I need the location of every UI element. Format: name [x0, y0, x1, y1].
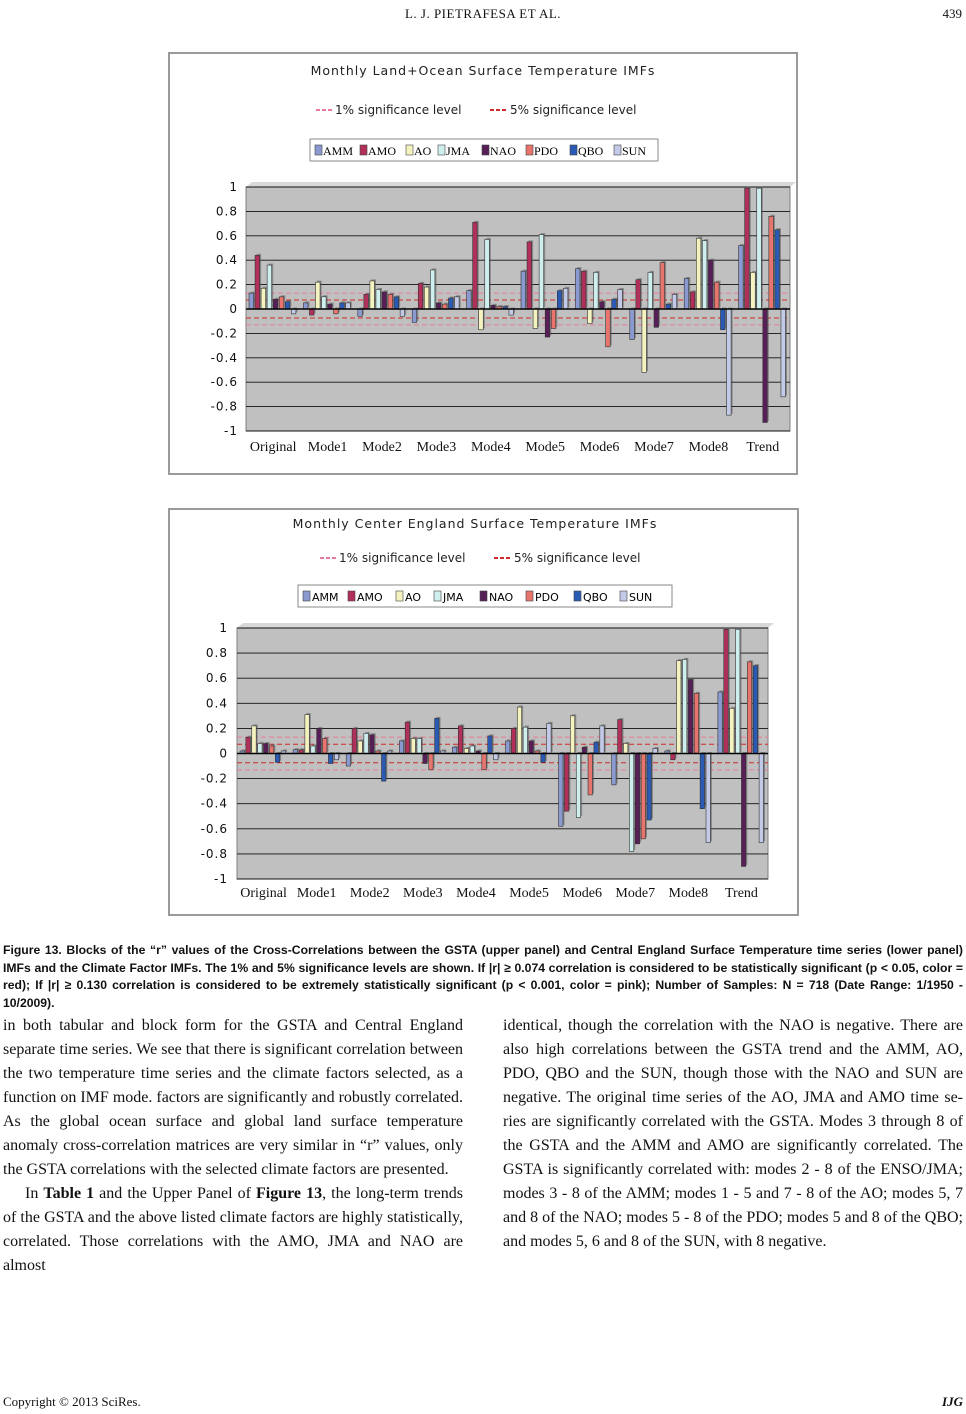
y-tick-label: 1 [219, 621, 228, 635]
bar-jma [364, 733, 368, 753]
bar-sun [759, 754, 763, 843]
bar-amo [618, 720, 622, 754]
x-tick-label: Mode3 [403, 886, 443, 901]
legend-label: AMM [323, 144, 354, 158]
bar-jma [629, 754, 633, 852]
legend-label: JMA [446, 144, 471, 158]
y-tick-label: 1 [229, 180, 238, 194]
legend-swatch [614, 145, 621, 155]
bar-amm [575, 269, 580, 309]
chart-lower [170, 510, 797, 914]
bar-sun [509, 309, 514, 315]
bar-amm [521, 271, 526, 309]
bar-amo [309, 309, 314, 315]
bar-nao [382, 292, 387, 309]
plot-area [211, 180, 796, 455]
x-tick-label: Mode4 [470, 440, 511, 455]
plot-area [201, 621, 774, 901]
legend-swatch [434, 591, 441, 601]
bar-jma [376, 289, 381, 309]
bar-ao [424, 287, 429, 309]
bar-nao [741, 754, 745, 867]
bar-jma [267, 265, 272, 309]
significance-legend [320, 551, 640, 565]
y-tick-label: -0.6 [200, 821, 228, 836]
body-column-left [3, 1014, 463, 1278]
bar-ao [588, 309, 593, 324]
x-tick-label: Mode6 [562, 886, 602, 901]
legend-label: AMO [357, 591, 383, 604]
y-tick-label: 0.8 [215, 204, 238, 219]
y-tick-label: 0 [229, 302, 238, 316]
bar-amo [405, 722, 409, 753]
bar-ao [305, 715, 309, 754]
bar-amm [684, 279, 689, 310]
bar-jma [322, 297, 327, 309]
y-tick-label: 0.2 [205, 721, 228, 736]
bar-nao [582, 747, 586, 753]
y-tick-label: 0.6 [205, 671, 228, 686]
x-tick-label: Mode5 [509, 886, 549, 901]
bar-sun [494, 754, 498, 760]
x-tick-label: Mode2 [362, 440, 402, 455]
bar-nao [317, 728, 321, 753]
sig-1pct-label: 1% significance level [335, 103, 462, 117]
legend-label: PDO [534, 144, 559, 158]
bar-amm [412, 309, 417, 322]
bar-pdo [429, 754, 433, 770]
bar-pdo [388, 294, 393, 309]
sig-5pct-label: 5% significance level [510, 103, 637, 117]
bar-qbo [275, 754, 279, 763]
bar-qbo [285, 302, 290, 309]
bar-jma [736, 629, 740, 753]
sig-1pct-label: 1% significance level [339, 551, 466, 565]
bar-jma [757, 188, 762, 309]
bar-jma [311, 746, 315, 754]
chart-title: Monthly Land+Ocean Surface Temperature IMFs [310, 63, 656, 78]
bar-nao [273, 299, 278, 309]
bar-amm [452, 747, 456, 753]
bar-jma [648, 272, 653, 309]
journal-name: IJG [942, 1394, 963, 1409]
legend-label: JMA [443, 591, 464, 604]
x-tick-label: Mode7 [634, 440, 674, 455]
bar-ao [517, 707, 521, 753]
chart-title: Monthly Center England Surface Temperature IMFs [292, 516, 658, 531]
bar-amo [690, 292, 695, 309]
x-tick-label: Original [240, 886, 287, 901]
plot-back-top [237, 623, 774, 628]
bar-nao [708, 260, 713, 309]
legend-label: AO [405, 591, 421, 604]
bar-ao [252, 726, 256, 754]
bar-nao [264, 743, 268, 753]
bar-jma [682, 659, 686, 753]
legend-label: QBO [578, 144, 604, 158]
bar-qbo [557, 291, 562, 309]
bar-pdo [660, 263, 665, 309]
series-legend [298, 585, 672, 607]
bar-nao [654, 309, 659, 327]
legend-swatch [482, 145, 489, 155]
bar-qbo [647, 754, 651, 821]
y-tick-label: 0.8 [205, 646, 228, 661]
legend-label: AMM [312, 591, 339, 604]
text-run: , the long-term trends of the GSTA and the above listed climate factors are highly statistically, correlated. Those correlations with the AMO, JMA and NAO are almost [3, 1185, 464, 1274]
bar-pdo [588, 754, 592, 795]
figure-reference[interactable]: Figure 13 [255, 1185, 323, 1202]
bar-amm [249, 293, 254, 309]
bar-jma [430, 270, 435, 309]
legend-swatch [526, 591, 533, 601]
x-tick-label: Mode2 [349, 886, 390, 901]
bar-ao [642, 309, 647, 372]
x-tick-label: Mode3 [416, 440, 457, 455]
bar-nao [688, 679, 692, 753]
bar-ao [370, 281, 375, 309]
bar-amm [718, 692, 722, 753]
legend-swatch [360, 145, 367, 155]
legend-label: QBO [583, 591, 608, 604]
x-tick-label: Trend [746, 440, 780, 455]
bar-ao [261, 288, 266, 309]
bar-nao [763, 309, 768, 422]
y-tick-label: -0.2 [210, 326, 238, 341]
bar-amo [511, 728, 515, 753]
bar-sun [672, 294, 677, 309]
text-run: and the Upper Panel of [94, 1185, 256, 1202]
x-tick-label: Mode1 [296, 886, 337, 901]
bar-ao [696, 238, 701, 309]
bar-ao [358, 741, 362, 754]
bar-nao [545, 309, 550, 337]
y-tick-label: -0.6 [210, 375, 238, 390]
bar-qbo [328, 754, 332, 764]
bar-amm [346, 754, 350, 767]
legend-label: PDO [535, 591, 559, 604]
bar-pdo [606, 309, 611, 347]
bar-qbo [541, 754, 545, 763]
bar-pdo [714, 282, 719, 309]
y-tick-label: -1 [224, 424, 238, 438]
bar-amo [745, 188, 750, 309]
legend-swatch [620, 591, 627, 601]
bar-amo [724, 629, 728, 753]
x-tick-label: Mode1 [307, 440, 348, 455]
bar-qbo [449, 298, 454, 309]
bar-qbo [700, 754, 704, 809]
bar-sun [334, 754, 338, 760]
y-tick-label: 0.4 [215, 253, 238, 268]
copyright: Copyright © 2013 SciRes. [3, 1394, 141, 1409]
bar-amo [671, 754, 675, 760]
legend-swatch [526, 145, 533, 155]
x-tick-label: Mode8 [688, 440, 729, 455]
bar-sun [547, 723, 551, 753]
y-tick-label: 0 [219, 746, 228, 761]
bar-pdo [482, 754, 486, 770]
bar-jma [594, 272, 599, 309]
chart-upper [170, 54, 796, 473]
legend-swatch [480, 591, 487, 601]
paragraph [3, 1182, 463, 1278]
text-run: In [25, 1185, 44, 1202]
bar-pdo [279, 297, 284, 309]
legend-label: AMO [368, 144, 397, 158]
y-tick-label: 0.4 [205, 696, 228, 711]
paragraph: in both tabular and block form for the GSTA and Central England separate time series. We see that there is significant correlation between the two temperature time series and the climate factors selected, as a function on IMF mode. factors are significantly and robustly correlated. As the global ocean surface and global land surface temperature anomaly cross-correlation matrices are very similar in “r” values, only the GSTA correlations with the selected climate factors are presented. [3, 1017, 463, 1178]
legend-label: SUN [622, 144, 647, 158]
x-tick-label: Mode7 [615, 886, 656, 901]
bar-amo [246, 737, 250, 753]
bar-pdo [323, 738, 327, 753]
y-tick-label: 0.2 [215, 277, 238, 292]
bar-ao [570, 716, 574, 754]
bar-sun [563, 288, 568, 309]
bar-ao [533, 309, 538, 329]
bar-jma [523, 727, 527, 753]
bar-jma [702, 241, 707, 309]
x-tick-label: Mode8 [668, 886, 709, 901]
legend-swatch [348, 591, 355, 601]
page-number: 439 [942, 6, 962, 21]
figure-lower-panel [168, 508, 799, 916]
legend-swatch [396, 591, 403, 601]
legend-label: NAO [490, 144, 516, 158]
bar-amo [458, 726, 462, 754]
bar-ao [677, 661, 681, 754]
bar-ao [730, 708, 734, 753]
bar-qbo [394, 297, 399, 309]
bar-sun [400, 309, 405, 316]
bar-nao [600, 302, 605, 309]
table-reference[interactable]: Table 1 [43, 1185, 95, 1202]
x-tick-label: Original [249, 440, 297, 455]
bar-sun [781, 309, 786, 397]
bar-amo [581, 271, 586, 309]
bar-ao [411, 738, 415, 753]
bar-amm [399, 741, 403, 754]
bar-jma [539, 235, 544, 309]
bar-amm [559, 754, 563, 827]
y-tick-label: 0.6 [215, 228, 238, 243]
bar-ao [623, 743, 627, 753]
bar-sun [346, 303, 351, 309]
page-footer [3, 1394, 963, 1410]
bar-pdo [551, 309, 556, 329]
bar-jma [417, 738, 421, 753]
bar-nao [436, 303, 441, 309]
bar-jma [258, 743, 262, 753]
legend-swatch [406, 145, 413, 155]
figure-caption: Figure 13. Blocks of the “r” values of the Cross-Correlations between the GSTA (upper panel) and Central England Surface Temperature time series (lower panel) IMFs and the Climate Factor IMFs. The 1% and 5% significance levels are shown. If |r| ≥ 0.074 correlation is considered to be statistically significant (p < 0.05, color = red); If |r| ≥ 0.130 correlation is considered to be extremely statistically significant (p < 0.001, color = pink); Number of Samples: N = 718 (Date Range: 1/1950 - 10/2009). [3, 943, 963, 1010]
legend-swatch [570, 145, 577, 155]
y-tick-label: -0.8 [200, 846, 228, 861]
bar-sun [618, 289, 623, 309]
legend-swatch [574, 591, 581, 601]
figure-upper-panel [168, 52, 798, 475]
bar-qbo [382, 754, 386, 782]
legend-label: NAO [489, 591, 514, 604]
bar-amm [358, 309, 363, 316]
plot-back-top [246, 182, 796, 187]
bar-pdo [694, 693, 698, 753]
legend-swatch [303, 591, 310, 601]
y-tick-label: -0.2 [200, 771, 228, 786]
bar-amo [636, 280, 641, 309]
bar-pdo [269, 746, 273, 754]
paragraph: identical, though the correlation with the NAO is negative. There are also high correlations between the GSTA trend and the AMM, AO, PDO, QBO and the SUN, though those with the NAO and SUN are negative. The original time series of the AO, JMA and AMO time series are significantly correlated with the GSTA. Modes 3 through 8 of the GSTA and the AMM and AMO are significantly correlated. The GSTA is significantly correlated with: modes 2 - 8 of the ENSO/JMA; modes 3 - 8 of the AMM; modes 1 - 5 and 7 - 8 of the AO; modes 5, 7 and 8 of the NAO; modes 5 - 8 of the PDO; modes 5 and 8 of the QBO; and modes 5, 6 and 8 of the SUN, with 8 negative. [503, 1017, 963, 1250]
x-tick-label: Mode5 [525, 440, 566, 455]
bar-amo [418, 283, 423, 309]
bar-amm [303, 303, 308, 309]
bar-amm [506, 741, 510, 754]
bar-sun [706, 754, 710, 843]
bar-pdo [769, 216, 774, 309]
y-tick-label: -1 [214, 872, 228, 886]
bar-sun [600, 726, 604, 754]
y-tick-label: -0.4 [210, 350, 238, 365]
bar-qbo [594, 742, 598, 753]
legend-label: AO [414, 144, 432, 158]
bar-ao [479, 309, 484, 330]
bar-qbo [435, 718, 439, 753]
bar-jma [485, 239, 490, 309]
bar-amm [612, 754, 616, 785]
bar-nao [529, 741, 533, 754]
running-authors: L. J. PIETRAFESA ET AL. [404, 6, 562, 21]
legend-swatch [315, 145, 322, 155]
y-tick-label: -0.8 [210, 399, 238, 414]
y-tick-label: -0.4 [200, 796, 228, 811]
series-legend [310, 139, 658, 161]
bar-nao [370, 735, 374, 754]
bar-sun [727, 309, 732, 415]
bar-nao [423, 754, 427, 764]
bar-amo [473, 222, 478, 309]
legend-label: SUN [629, 591, 653, 604]
bar-jma [470, 746, 474, 754]
bar-amo [364, 294, 369, 309]
bar-sun [455, 297, 460, 309]
significance-legend [316, 103, 636, 117]
bar-qbo [775, 230, 780, 309]
bar-amm [739, 246, 744, 309]
bar-jma [576, 754, 580, 818]
sig-5pct-label: 5% significance level [514, 551, 641, 565]
bar-amo [564, 754, 568, 812]
body-column-right [503, 1014, 963, 1254]
bar-amo [352, 728, 356, 753]
bar-amo [255, 255, 260, 309]
bar-pdo [747, 662, 751, 754]
x-tick-label: Mode6 [579, 440, 620, 455]
bar-amm [467, 291, 472, 309]
bar-qbo [753, 666, 757, 754]
bar-qbo [612, 299, 617, 309]
bar-qbo [340, 303, 345, 309]
bar-ao [751, 272, 756, 309]
x-tick-label: Mode4 [456, 886, 496, 901]
bar-amo [527, 242, 532, 309]
bar-qbo [488, 736, 492, 754]
bar-ao [316, 282, 321, 309]
bar-qbo [721, 309, 726, 330]
bar-amm [630, 309, 635, 340]
bar-pdo [641, 754, 645, 839]
legend-swatch [438, 145, 445, 155]
x-tick-label: Trend [724, 886, 758, 901]
bar-nao [635, 754, 639, 844]
page-header [0, 4, 966, 26]
